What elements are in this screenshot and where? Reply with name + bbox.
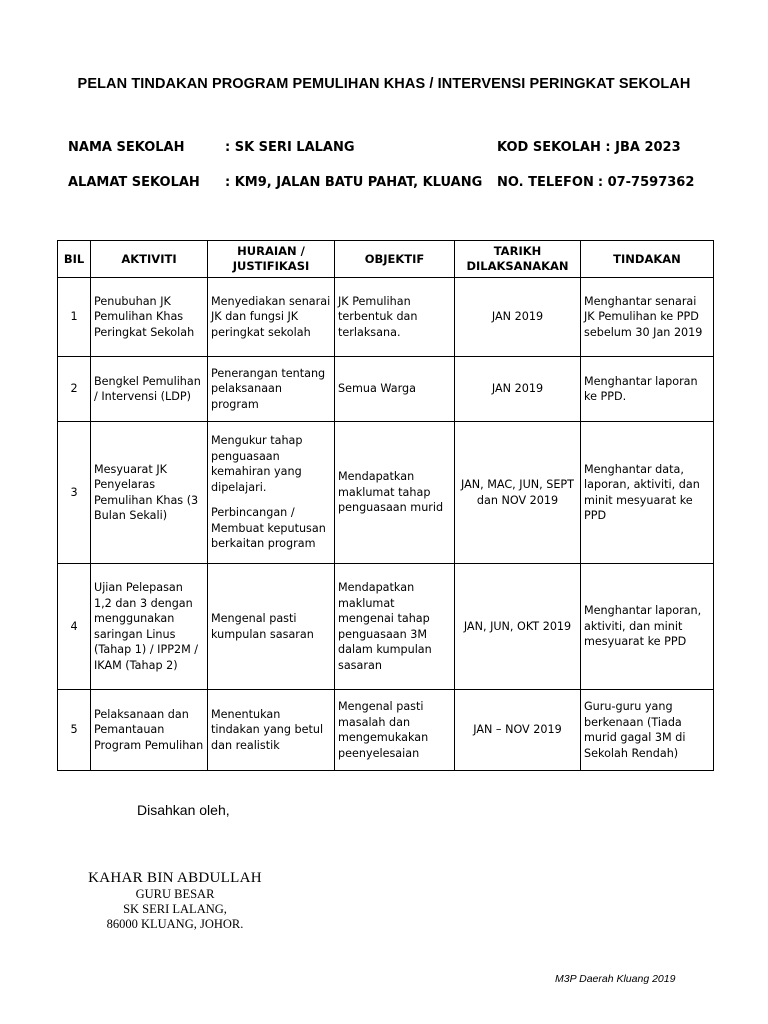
header-objektif: OBJEKTIF [335,241,455,278]
cell-tindakan: Menghantar laporan, aktiviti, dan minit mesyuarat ke PPD [581,564,714,690]
cell-bil: 3 [58,422,91,564]
action-plan-table [57,240,714,771]
cell-objektif: Mengenal pasti masalah dan mengemukakan peenyelesaian [335,690,455,771]
cell-huraian: Menyediakan senarai JK dan fungsi JK peringkat sekolah [208,278,335,357]
cell-bil: 4 [58,564,91,690]
header-tindakan: TINDAKAN [581,241,714,278]
telefon [497,175,694,190]
paragraph-gap [211,495,331,505]
cell-tindakan: Guru-guru yang berkenaan (Tiada murid gagal 3M di Sekolah Rendah) [581,690,714,771]
header-tarikh: TARIKH DILAKSANAKAN [455,241,581,278]
header-huraian: HURAIAN / JUSTIFIKASI [208,241,335,278]
cell-bil: 5 [58,690,91,771]
signatory-address: 86000 KLUANG, JOHOR. [106,917,244,931]
cell-objektif: Mendapatkan maklumat mengenai tahap penguasaan 3M dalam kumpulan sasaran [335,564,455,690]
cell-aktiviti: Bengkel Pemulihan / Intervensi (LDP) [91,357,208,422]
huraian-extra-text: Perbincangan / Membuat keputusan berkaitan program [211,506,326,551]
cell-aktiviti: Mesyuarat JK Penyelaras Pemulihan Khas (3 Bulan Sekali) [91,422,208,564]
cell-huraian: Menentukan tindakan yang betul dan realistik [208,690,335,771]
cell-aktiviti: Pelaksanaan dan Pemantauan Program Pemulihan [91,690,208,771]
alamat-sekolah-label: ALAMAT SEKOLAH [68,175,200,190]
signature-block [60,870,290,932]
header-bil: BIL [58,241,91,278]
telefon-value: : 07-7597362 [597,175,695,190]
cell-tindakan: Menghantar laporan ke PPD. [581,357,714,422]
cell-huraian: Mengenal pasti kumpulan sasaran [208,564,335,690]
table-row [58,564,714,690]
cell-tindakan: Menghantar data, laporan, aktiviti, dan minit mesyuarat ke PPD [581,422,714,564]
huraian-text: Mengukur tahap penguasaan kemahiran yang dipelajari. [211,434,303,494]
cell-objektif: Mendapatkan maklumat tahap penguasaan murid [335,422,455,564]
table-header-row [58,241,714,278]
signatory-name: KAHAR BIN ABDULLAH [88,870,262,886]
cell-aktiviti: Ujian Pelepasan 1,2 dan 3 dengan menggunakan saringan Linus (Tahap 1) / IPP2M / IKAM (Tahap 2) [91,564,208,690]
cell-tarikh: JAN 2019 [455,357,581,422]
signatory-school: SK SERI LALANG, [123,902,227,916]
document-title: PELAN TINDAKAN PROGRAM PEMULIHAN KHAS / INTERVENSI PERINGKAT SEKOLAH [77,76,691,92]
cell-tarikh: JAN, JUN, OKT 2019 [455,564,581,690]
table-row [58,357,714,422]
table-row [58,690,714,771]
cell-huraian: Penerangan tentang pelaksanaan program [208,357,335,422]
kod-sekolah: KOD SEKOLAH : JBA 2023 [497,140,681,155]
cell-tarikh: JAN 2019 [455,278,581,357]
cell-objektif: JK Pemulihan terbentuk dan terlaksana. [335,278,455,357]
cell-bil: 2 [58,357,91,422]
telefon-label: NO. TELEFON [497,175,594,190]
cell-objektif: Semua Warga [335,357,455,422]
table-row [58,422,714,564]
alamat-sekolah-value: : KM9, JALAN BATU PAHAT, KLUANG [225,175,483,190]
nama-sekolah-value: : SK SERI LALANG [225,140,355,155]
cell-tarikh: JAN – NOV 2019 [455,690,581,771]
header-aktiviti: AKTIVITI [91,241,208,278]
cell-tindakan: Menghantar senarai JK Pemulihan ke PPD sebelum 30 Jan 2019 [581,278,714,357]
cell-tarikh: JAN, MAC, JUN, SEPT dan NOV 2019 [455,422,581,564]
approval-label: Disahkan oleh, [137,802,230,818]
cell-huraian [208,422,335,564]
cell-bil: 1 [58,278,91,357]
cell-aktiviti: Penubuhan JK Pemulihan Khas Peringkat Sekolah [91,278,208,357]
nama-sekolah-label: NAMA SEKOLAH [68,140,185,155]
table-row [58,278,714,357]
footer-note: M3P Daerah Kluang 2019 [555,973,676,985]
signatory-position: GURU BESAR [135,887,215,901]
